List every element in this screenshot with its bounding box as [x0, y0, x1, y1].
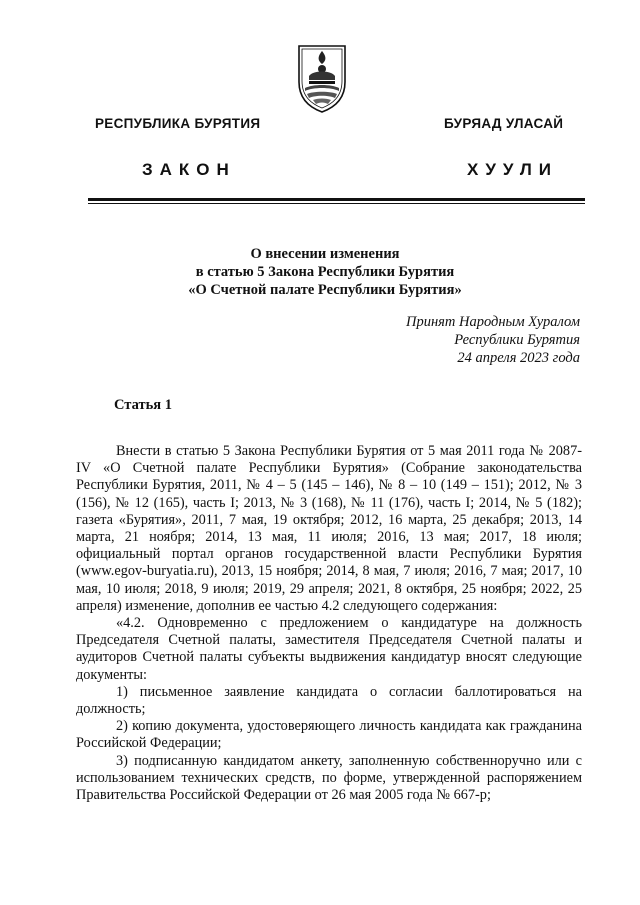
law-title-line-2: в статью 5 Закона Республики Бурятия	[195, 264, 455, 280]
body-paragraph: 1) письменное заявление кандидата о согласии баллотироваться на должность;	[76, 683, 582, 718]
adoption-line-2: Республики Бурятия	[454, 332, 580, 348]
body-paragraph: 3) подписанную кандидатом анкету, заполненную собственноручно или с использованием технических средств, по форме, утвержденной распоряжением Правительства Российской Федерации от 26 мая 2005 года № 667-р;	[76, 752, 582, 804]
republic-name-russian: РЕСПУБЛИКА БУРЯТИЯ	[95, 116, 261, 131]
adoption-date: 24 апреля 2023 года	[457, 350, 580, 366]
adoption-note	[300, 313, 580, 367]
republic-name-buryat: БУРЯАД УЛАСАЙ	[444, 116, 564, 131]
header-divider-thick	[88, 198, 585, 201]
law-title-russian: ЗАКОН	[142, 160, 236, 179]
law-title	[70, 245, 580, 299]
law-title-line-3: «О Счетной палате Республики Бурятия»	[188, 282, 462, 298]
body-paragraph: «4.2. Одновременно с предложением о кандидатуре на должность Председателя Счетной палаты, заместителя Председателя Счетной палаты и аудиторов Счетной палаты субъекты выдвижения кандидатур вносят следующие документы:	[76, 615, 582, 683]
article-heading: Статья 1	[114, 397, 172, 413]
article-body	[76, 443, 582, 804]
body-paragraph: Внести в статью 5 Закона Республики Бурятия от 5 мая 2011 года № 2087-IV «О Счетной палате Республики Бурятия» (Собрание законодательства Республики Бурятия, 2011, № 4 – 5 (145 – 146), № 8 – 10 (149 – 151); 2012, № 3 (156), № 12 (165), часть I; 2013, № 3 (168), № 11 (176), часть I; 2014, № 5 (182); газета «Бурятия», 2011, 7 мая, 19 октября; 2012, 16 марта, 25 декабря; 2013, 14 марта, 21 ноября; 2014, 13 мая, 11 июля; 2016, 13 мая; 2017, 18 июля; официальный портал органов государственной власти Республики Бурятия (www.egov-buryatia.ru), 2013, 15 ноября; 2014, 8 мая, 7 июля; 2016, 7 мая; 2017, 10 мая, 10 июля; 2018, 9 июля; 2019, 29 апреля; 2021, 8 октября, 25 ноября; 2022, 25 апреля) изменение, дополнив ее частью 4.2 следующего содержания:	[76, 443, 582, 614]
law-title-line-1: О внесении изменения	[250, 246, 400, 262]
law-title-buryat: ХУУЛИ	[467, 160, 558, 179]
adoption-line-1: Принят Народным Хуралом	[405, 314, 580, 330]
header-divider-thin	[88, 203, 585, 204]
coat-of-arms-emblem-icon	[295, 42, 349, 114]
body-paragraph: 2) копию документа, удостоверяющего личность кандидата как гражданина Российской Федерации;	[76, 718, 582, 752]
